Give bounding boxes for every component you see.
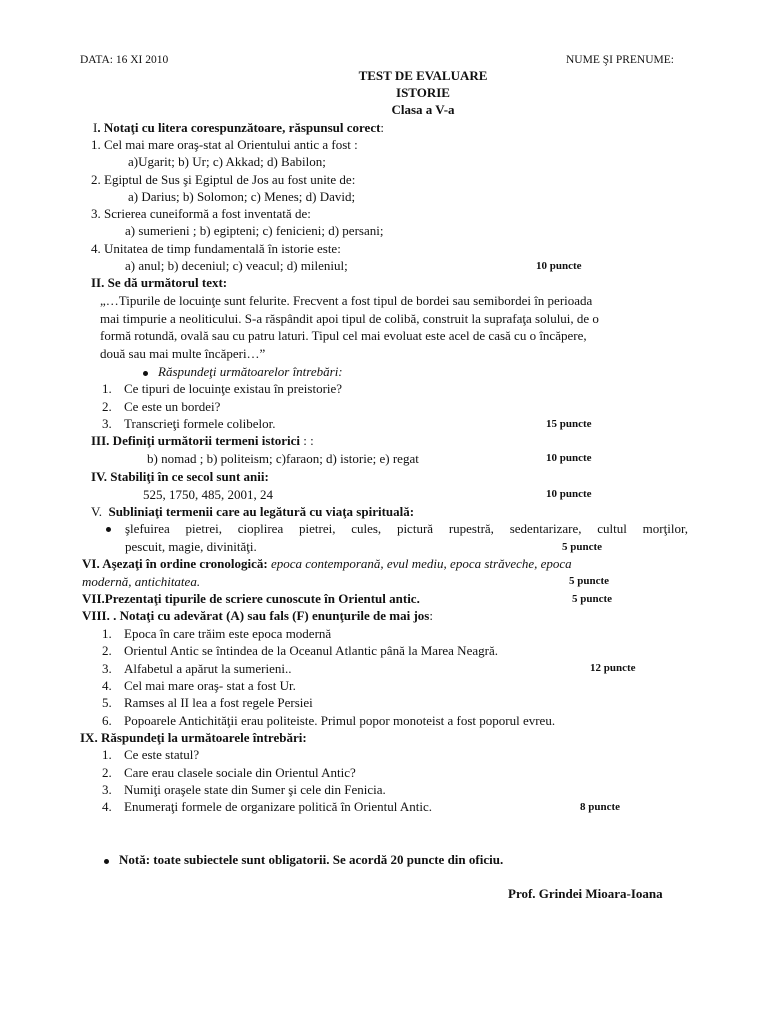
s9-item-3-text: Numiţi oraşele state din Sumer şi cele din Fenicia. [124,782,386,797]
s8-item-6-num: 6. [102,713,112,728]
s1-q1: 1. Cel mai mare oraş-stat al Orientului antic a fost : [91,137,358,152]
s1-q3: 3. Scrierea cuneiformă a fost inventată de: [91,206,311,221]
section-9-heading: IX. Răspundeţi la următoarele întrebări: [80,730,307,745]
section-4-heading: IV. Stabiliţi în ce secol sunt anii: [91,469,269,484]
s4-points: 10 puncte [546,488,592,500]
s8-item-1 [102,625,331,642]
s9-item-3 [102,781,386,798]
s1-points: 10 puncte [536,260,582,272]
s2-sub-heading-text: Răspundeţi următoarelor întrebări: [158,364,343,379]
s1-q4: 4. Unitatea de timp fundamentală în istorie este: [91,241,341,256]
s2-points: 15 puncte [546,418,592,430]
s8-item-2 [102,642,498,659]
s5-terms-line-2: pescuit, magie, divinităţi. [125,539,257,554]
teacher-signature: Prof. Grindei Mioara-Ioana [508,886,663,901]
section-1-roman: I [93,120,98,135]
s5-terms-line-1: şlefuirea pietrei, cioplirea pietrei, cules, pictură rupestră, sedentarizare, cultul morţilor, [125,521,688,536]
name-label: NUME ŞI PRENUME: [566,54,674,66]
section-1-heading-text: . Notaţi cu litera corespunzătoare, răspunsul corect [97,120,381,135]
s8-item-2-num: 2. [102,643,112,658]
date-label: DATA: 16 XI 2010 [80,54,169,66]
s2-text-line-3: formă rotundă, ovală sau cu patru laturi. Tipul cel mai evoluat este acel de casă cu o încăpere, [100,328,587,343]
s1-a1: a)Ugarit; b) Ur; c) Akkad; d) Babilon; [128,154,326,169]
section-6-line-1 [82,555,572,572]
s1-a2: a) Darius; b) Solomon; c) Menes; d) David; [128,189,356,204]
s9-item-2-text: Care erau clasele sociale din Orientul Antic? [124,765,356,780]
s8-item-3-text: Alfabetul a apărut la sumerieni.. [124,661,292,676]
s9-item-2 [102,764,356,781]
bullet-icon [104,859,109,864]
s9-points: 8 puncte [580,801,621,813]
s9-item-4 [102,798,432,815]
s4-years: 525, 1750, 485, 2001, 24 [143,487,273,502]
section-5-roman: V. [91,504,102,519]
section-8-heading [82,607,433,624]
s8-item-5 [102,694,313,711]
subject-title: ISTORIE [396,85,450,100]
s9-item-4-text: Enumeraţi formele de organizare politică în Orientul Antic. [124,799,433,814]
s8-item-3-num: 3. [102,661,112,676]
section-6-heading-text: VI. Aşezaţi în ordine cronologică: [82,556,268,571]
s2-question-1-num: 1. [102,381,112,396]
s8-item-1-text: Epoca în care trăim este epoca modernă [124,626,332,641]
section-3-heading [91,432,314,449]
s8-item-2-text: Orientul Antic se întindea de la Oceanul Atlantic până la Marea Neagră. [124,643,498,658]
note [104,851,503,868]
s9-item-3-num: 3. [102,782,112,797]
section-3-colon: : : [303,433,314,448]
s1-a4: a) anul; b) deceniul; c) veacul; d) mileniul; [125,258,348,273]
bullet-icon [143,371,148,376]
s9-item-1 [102,746,199,763]
s8-item-4-text: Cel mai mare oraş- stat a fost Ur. [124,678,296,693]
s7-points: 5 puncte [572,593,613,605]
s3-points: 10 puncte [546,452,592,464]
section-5-heading [91,503,414,520]
section-2-heading: II. Se dă următorul text: [91,275,228,290]
s2-question-1 [102,380,342,397]
s8-item-6-text: Popoarele Antichităţii erau politeiste. Primul popor monoteist a fost poporul evreu. [124,713,556,728]
section-3-heading-text: III. Definiţi următorii termeni istorici [91,433,301,448]
s8-item-5-num: 5. [102,695,112,710]
s2-text-line-4: două sau mai multe încăperi…” [100,346,266,361]
s9-item-4-num: 4. [102,799,112,814]
section-1-heading [93,119,384,136]
bullet-icon [106,527,111,532]
note-text: Notă: toate subiectele sunt obligatorii. Se acordă 20 puncte din oficiu. [119,852,504,867]
s2-question-2-num: 2. [102,399,112,414]
test-title: TEST DE EVALUARE [358,68,488,83]
s8-item-6 [102,712,555,729]
s2-question-3 [102,415,276,432]
s8-item-4-num: 4. [102,678,112,693]
s8-points: 12 puncte [590,662,636,674]
s6-points: 5 puncte [569,575,610,587]
s3-answer: b) nomad ; b) politeism; c)faraon; d) istorie; e) regat [147,451,419,466]
s6-items-line-2: modernă, antichitatea. [82,574,201,589]
s9-item-1-text: Ce este statul? [124,747,200,762]
s8-item-5-text: Ramses al II lea a fost regele Persiei [124,695,313,710]
s1-q2: 2. Egiptul de Sus şi Egiptul de Jos au fost unite de: [91,172,356,187]
section-1-colon: : [380,120,385,135]
s2-question-1-text: Ce tipuri de locuinţe existau în preistorie? [124,381,343,396]
section-8-heading-text: VIII. . Notaţi cu adevărat (A) sau fals (F) enunţurile de mai jos [82,608,430,623]
s8-item-3 [102,660,292,677]
section-7-heading: VII.Prezentaţi tipurile de scriere cunoscute în Orientul antic. [82,591,420,606]
s6-items-line-1: epoca contemporană, evul mediu, epoca străveche, epoca [270,556,572,571]
s2-question-3-text: Transcrieţi formele colibelor. [124,416,276,431]
section-5-heading-text: Subliniaţi termenii care au legătură cu viaţa spirituală: [108,504,415,519]
s9-item-1-num: 1. [102,747,112,762]
s9-item-2-num: 2. [102,765,112,780]
s2-sub-heading [143,363,343,380]
section-8-colon: : [429,608,433,623]
s2-text-line-1: „…Tipurile de locuinţe sunt felurite. Frecvent a fost tipul de bordei sau semibordei în perioada [100,293,593,308]
s2-text-line-2: mai timpurie a neoliticului. S-a răspândit apoi tipul de colibă, construit la suprafaţa solului, de o [100,311,599,326]
s8-item-1-num: 1. [102,626,112,641]
s2-question-2 [102,398,220,415]
s8-item-4 [102,677,296,694]
s1-a3: a) sumerieni ; b) egipteni; c) fenicieni; d) persani; [125,223,384,238]
s5-points: 5 puncte [562,541,603,553]
grade-title: Clasa a V-a [391,102,455,117]
s2-question-2-text: Ce este un bordei? [124,399,221,414]
s2-question-3-num: 3. [102,416,112,431]
